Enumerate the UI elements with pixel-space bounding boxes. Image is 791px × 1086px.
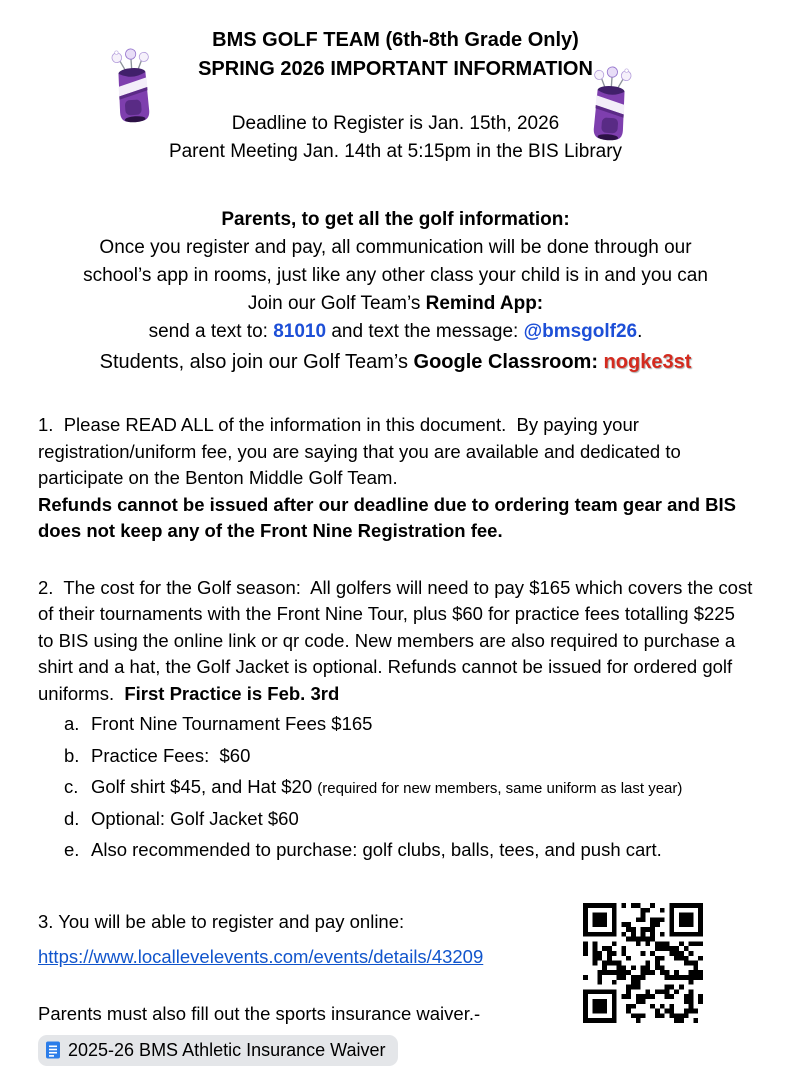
list-marker: c. <box>64 776 79 797</box>
remind-number: 81010 <box>273 321 327 342</box>
classroom-code: nogke3st <box>603 351 692 373</box>
info-line-3 <box>38 290 753 318</box>
info-line-1: Once you register and pay, all communication will be done through our <box>99 237 692 258</box>
item2-text: 2. The cost for the Golf season: All golfers will need to pay $165 which covers the cost of their tournaments with the Front Nine Tour, plus $60 for practice fees totalling $225 to BIS using the online link or qr code. New members are also required to purchase a shirt and a hat, the Golf Jacket is optional. Refunds cannot be issued for ordered golf uniforms. <box>38 576 758 704</box>
flyer-title-line2: SPRING 2026 IMPORTANT INFORMATION <box>198 58 593 80</box>
registration-link[interactable]: https://www.locallevelevents.com/events/details/43209 <box>38 946 484 967</box>
list-marker: a. <box>64 713 80 734</box>
list-item <box>38 741 753 773</box>
remind-app-label: Remind App: <box>425 293 544 314</box>
list-text: Also recommended to purchase: golf clubs, balls, tees, and push cart. <box>91 839 662 860</box>
item2-paragraph <box>38 575 758 708</box>
info-heading: Parents, to get all the golf information: <box>221 209 570 230</box>
list-marker: e. <box>64 839 80 860</box>
deadline-text: Deadline to Register is Jan. 15th, 2026 <box>231 113 560 134</box>
first-practice-text: First Practice is Feb. 3rd <box>124 682 340 704</box>
info-line-2: school’s app in rooms, just like any other class your child is in and you can <box>83 265 708 286</box>
golf-bag-icon <box>579 46 641 165</box>
list-item <box>38 804 753 836</box>
document-icon <box>45 1041 61 1059</box>
info-line-4 <box>38 318 753 346</box>
golf-bag-icon <box>102 28 164 147</box>
flyer-header <box>38 26 753 176</box>
item3-text: 3. You will be able to register and pay online: <box>38 910 405 932</box>
register-section <box>38 909 753 1067</box>
waiver-text: Parents must also fill out the sports insurance waiver.- <box>38 1003 481 1024</box>
list-item <box>38 835 753 867</box>
remind-prefix: Join our Golf Team’s <box>247 293 426 314</box>
fees-list <box>38 709 753 867</box>
classroom-line <box>38 346 753 378</box>
qr-code <box>583 903 703 1023</box>
list-note: (required for new members, same uniform as last year) <box>317 780 683 797</box>
insurance-waiver-label: 2025-26 BMS Athletic Insurance Waiver <box>68 1040 386 1060</box>
list-text: Front Nine Tournament Fees $165 <box>91 713 373 734</box>
item1-paragraph <box>38 412 753 545</box>
list-marker: d. <box>64 807 80 829</box>
list-item <box>38 709 753 741</box>
list-text: Golf shirt $45, and Hat $20 (required for new members, same uniform as last year) <box>91 776 683 797</box>
insurance-waiver-chip[interactable] <box>38 1035 398 1066</box>
list-text: Practice Fees: $60 <box>91 744 251 766</box>
period: . <box>637 321 643 342</box>
item1-text: 1. Please READ ALL of the information in this document. By paying your registration/uniform fee, you are saying that you are available and dedicated to participate on the Benton Middle Golf Team. <box>38 414 686 488</box>
list-item <box>38 772 753 804</box>
list-marker: b. <box>64 744 80 766</box>
text-message-label: and text the message: <box>326 321 524 342</box>
flyer-title-line1: BMS GOLF TEAM (6th-8th Grade Only) <box>212 29 579 51</box>
item1-refund-warning: Refunds cannot be issued after our deadline due to ordering team gear and BIS does not keep any of the Front Nine Registration fee. <box>38 493 742 541</box>
classroom-prefix: Students, also join our Golf Team’s <box>99 351 414 373</box>
remind-handle: @bmsgolf26 <box>523 321 638 342</box>
list-text: Optional: Golf Jacket $60 <box>91 807 299 829</box>
text-to-label: send a text to: <box>148 321 274 342</box>
classroom-label: Google Classroom: <box>413 351 604 373</box>
parent-meeting-text: Parent Meeting Jan. 14th at 5:15pm in the BIS Library <box>168 141 623 162</box>
